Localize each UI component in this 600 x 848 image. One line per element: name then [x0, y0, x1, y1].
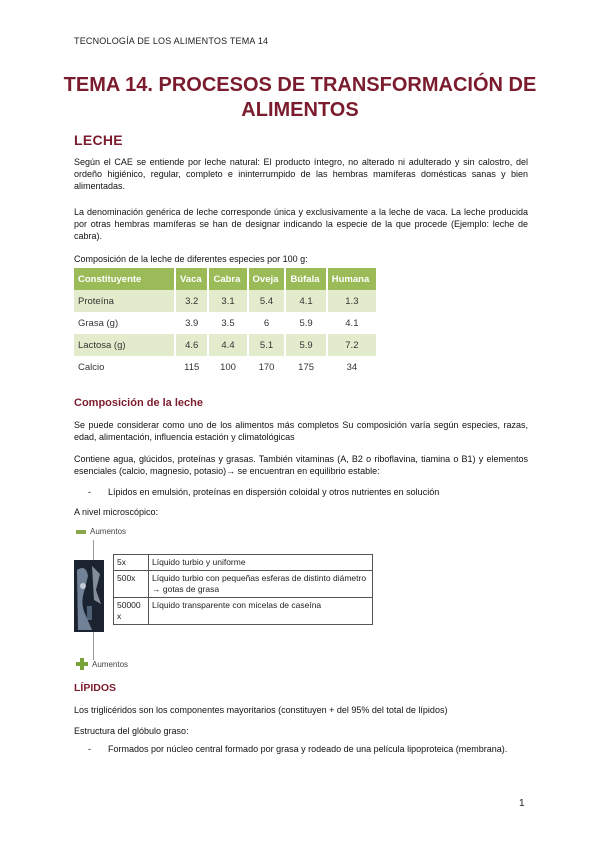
heading-lipidos: LÍPIDOS	[74, 682, 117, 694]
magnification-cell: 5x	[114, 555, 149, 571]
table-row	[114, 555, 373, 571]
heading-leche: LECHE	[74, 132, 123, 148]
column-header-constituyente: Constituyente	[74, 268, 175, 290]
bullet-dash: -	[88, 487, 91, 497]
description-cell: Líquido turbio y uniforme	[149, 555, 373, 571]
magnification-cell: 50000 x	[114, 598, 149, 625]
table-cell: 170	[248, 356, 286, 378]
table-row	[74, 290, 377, 312]
composition-table-header-row	[74, 268, 377, 290]
paragraph-composicion-intro: Composición de la leche de diferentes especies por 100 g:	[74, 254, 308, 264]
description-cell: Líquido transparente con micelas de caseína	[149, 598, 373, 625]
plus-icon	[76, 658, 88, 670]
heading-composicion-leche: Composición de la leche	[74, 397, 203, 409]
column-header-oveja: Oveja	[248, 268, 286, 290]
running-header: TECNOLOGÍA DE LOS ALIMENTOS TEMA 14	[74, 36, 269, 46]
paragraph-trigliceridos: Los triglicéridos son los componentes mayoritarios (constituyen + del 95% del total de lípidos)	[74, 705, 448, 715]
bullet-text: Formados por núcleo central formado por grasa y rodeado de una película lipoproteica (membrana).	[108, 744, 508, 754]
table-row	[74, 334, 377, 356]
table-cell: 5.9	[285, 334, 326, 356]
page-title	[60, 73, 540, 123]
table-cell: 175	[285, 356, 326, 378]
table-cell: Calcio	[74, 356, 175, 378]
table-cell: 4.1	[285, 290, 326, 312]
paragraph-nivel-microscopico: A nivel microscópico:	[74, 507, 159, 517]
magnification-cell: 500x	[114, 571, 149, 598]
table-cell: 100	[208, 356, 247, 378]
table-cell: 3.9	[175, 312, 208, 334]
page-title-line-2: ALIMENTOS	[241, 99, 359, 121]
table-row	[114, 598, 373, 625]
zoom-label-top: Aumentos	[90, 527, 127, 536]
table-cell: 4.6	[175, 334, 208, 356]
table-cell: 5.1	[248, 334, 286, 356]
bullet-text: Lípidos en emulsión, proteínas en dispersión coloidal y otros nutrientes en solución	[108, 487, 440, 497]
paragraph-denominacion: La denominación genérica de leche corresponde única y exclusivamente a la leche de vaca. La leche producida por otras hembras mamíferas se han de designar indicando la especie de la que procede (Ejemplo: leche de cabra).	[74, 207, 528, 241]
table-cell: Lactosa (g)	[74, 334, 175, 356]
table-cell: 5.4	[248, 290, 286, 312]
table-row	[74, 312, 377, 334]
table-cell: 7.2	[327, 334, 377, 356]
table-cell: 1.3	[327, 290, 377, 312]
microscope-image	[74, 560, 104, 632]
bullet-lipidos-emulsion	[88, 486, 528, 498]
table-cell: 3.5	[208, 312, 247, 334]
column-header-humana: Humana	[327, 268, 377, 290]
table-cell: Proteína	[74, 290, 175, 312]
zoom-label-bottom: Aumentos	[92, 660, 129, 669]
bullet-dash: -	[88, 744, 91, 754]
page-number: 1	[519, 798, 525, 809]
table-cell: 5.9	[285, 312, 326, 334]
table-cell: 34	[327, 356, 377, 378]
table-row	[74, 356, 377, 378]
page-title-line-1: TEMA 14. PROCESOS DE TRANSFORMACIÓN DE	[63, 74, 537, 96]
column-header-cabra: Cabra	[208, 268, 247, 290]
table-cell: 4.1	[327, 312, 377, 334]
column-header-vaca: Vaca	[175, 268, 208, 290]
table-cell: 4.4	[208, 334, 247, 356]
table-cell: 3.2	[175, 290, 208, 312]
table-cell: 115	[175, 356, 208, 378]
description-cell: Líquido turbio con pequeñas esferas de distinto diámetro → gotas de grasa	[149, 571, 373, 598]
table-cell: 3.1	[208, 290, 247, 312]
table-row	[114, 571, 373, 598]
paragraph-contiene: Contiene agua, glúcidos, proteínas y grasas. También vitaminas (A, B2 o riboflavina, tiamina o B1) y elementos esenciales (calcio, magnesio, potasio)→ se encuentran en equilibrio estable:	[74, 454, 528, 476]
table-cell: 6	[248, 312, 286, 334]
paragraph-alimento-completo: Se puede considerar como uno de los alimentos más completos Su composición varía según especies, razas, edad, alimentación, influencia estación y climatológicas	[74, 420, 528, 442]
bullet-nucleo-central	[88, 743, 528, 755]
table-cell: Grasa (g)	[74, 312, 175, 334]
composition-table	[74, 268, 378, 378]
column-header-bufala: Búfala	[285, 268, 326, 290]
paragraph-definicion-leche: Según el CAE se entiende por leche natural: El producto íntegro, no alterado ni adulterado y sin calostro, del ordeño higiénico, regular, completo e ininterrumpido de las hembras mamíferas domésticas sanas y bien alimentadas.	[74, 157, 528, 191]
microscopic-levels-table	[113, 554, 373, 625]
minus-icon	[76, 530, 86, 534]
paragraph-estructura-globulo: Estructura del glóbulo graso:	[74, 726, 189, 736]
